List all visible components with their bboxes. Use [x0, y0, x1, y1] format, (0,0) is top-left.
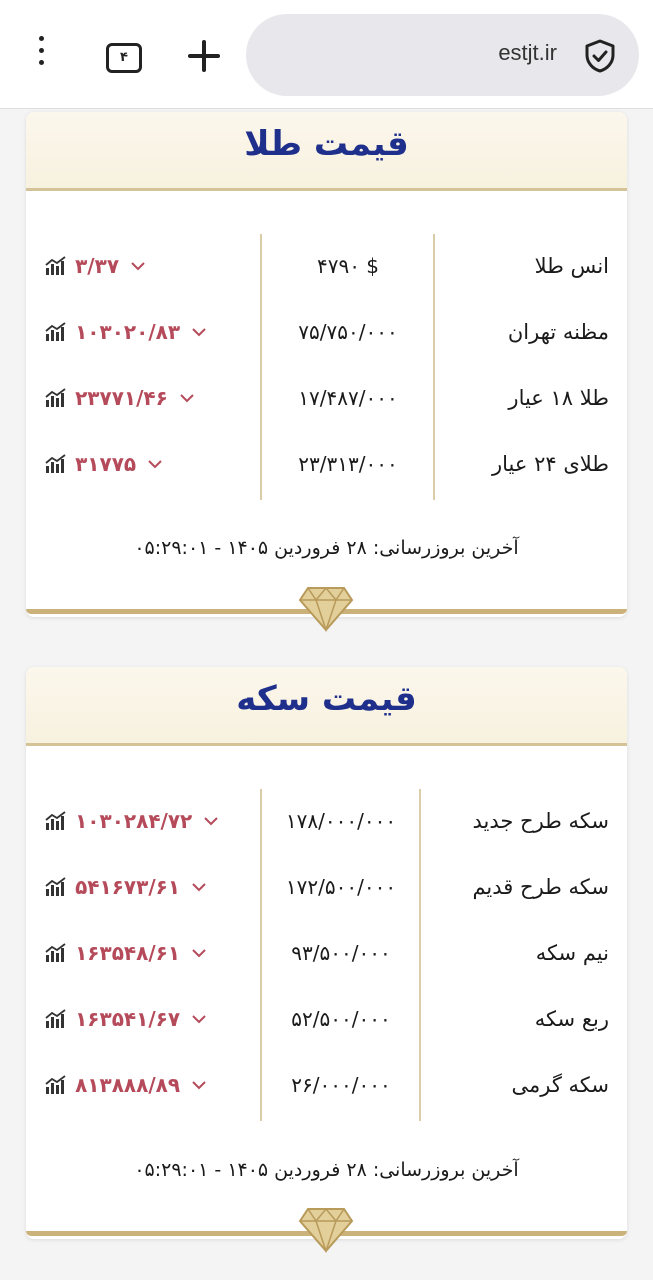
- change-value: ۱۰۳۰۲۸۴/۷۲: [75, 809, 193, 833]
- url-text[interactable]: estjt.ir: [498, 40, 557, 65]
- diamond-icon: [298, 1205, 354, 1253]
- chevron-down-icon: [191, 1013, 207, 1025]
- row-price: ۲۳/۳۱۳/۰۰۰: [298, 452, 398, 476]
- address-bar[interactable]: [246, 14, 639, 96]
- table-row: [26, 446, 627, 486]
- chevron-down-icon: [203, 815, 219, 827]
- table-row: [26, 935, 627, 975]
- shield-check-icon[interactable]: [583, 38, 617, 74]
- gold-card-title: قیمت طلا: [244, 124, 409, 164]
- chevron-down-icon: [191, 881, 207, 893]
- chevron-down-icon: [179, 392, 195, 404]
- row-price: ۲۶/۰۰۰/۰۰۰: [291, 1073, 391, 1097]
- row-price: ۱۷۲/۵۰۰/۰۰۰: [285, 875, 397, 899]
- change-value: ۸۱۳۸۸۸/۸۹: [75, 1073, 181, 1097]
- row-label: انس طلا: [534, 254, 609, 278]
- table-row: [26, 869, 627, 909]
- row-label: سکه گرمی: [511, 1073, 609, 1097]
- chevron-down-icon: [147, 458, 163, 470]
- row-price: ۷۵/۷۵۰/۰۰۰: [298, 320, 398, 344]
- row-label: نیم سکه: [535, 941, 609, 965]
- change-value: ۱۶۳۵۴۸/۶۱: [75, 941, 181, 965]
- chart-icon[interactable]: [44, 811, 68, 831]
- chart-icon[interactable]: [44, 1009, 68, 1029]
- chart-icon[interactable]: [44, 877, 68, 897]
- tab-switcher-button[interactable]: ۴: [106, 43, 142, 73]
- last-update-text: آخرین بروزرسانی: ۲۸ فروردین ۱۴۰۵ - ۰۵:۲۹:۰۱: [134, 1159, 519, 1181]
- table-row: [26, 1001, 627, 1041]
- row-change: [44, 386, 254, 410]
- coin-price-card: [26, 667, 627, 1239]
- row-label: سکه طرح قدیم: [472, 875, 609, 899]
- change-value: ۵۴۱۶۷۳/۶۱: [75, 875, 181, 899]
- row-label: سکه طرح جدید: [472, 809, 609, 833]
- chevron-down-icon: [191, 326, 207, 338]
- chart-icon[interactable]: [44, 1075, 68, 1095]
- row-price: ۱۷۸/۰۰۰/۰۰۰: [285, 809, 397, 833]
- chevron-down-icon: [191, 947, 207, 959]
- row-label: طلا ۱۸ عیار: [508, 386, 609, 410]
- row-label: مظنه تهران: [507, 320, 609, 344]
- table-row: [26, 314, 627, 354]
- diamond-icon: [298, 584, 354, 632]
- row-price: ۵۲/۵۰۰/۰۰۰: [291, 1007, 391, 1031]
- chart-icon[interactable]: [44, 454, 68, 474]
- card-header: [26, 667, 627, 746]
- row-label: ربع سکه: [534, 1007, 609, 1031]
- coin-card-title: قیمت سکه: [236, 679, 417, 719]
- change-value: ۱۶۳۵۴۱/۶۷: [75, 1007, 181, 1031]
- chart-icon[interactable]: [44, 388, 68, 408]
- table-row: [26, 380, 627, 420]
- row-change: [44, 1073, 254, 1097]
- card-header: [26, 112, 627, 191]
- row-price: ۱۷/۴۸۷/۰۰۰: [298, 386, 398, 410]
- change-value: ۳/۳۷: [75, 254, 120, 278]
- gold-price-card: [26, 112, 627, 617]
- row-price: ۴۷۹۰ $: [316, 254, 380, 278]
- table-row: [26, 248, 627, 288]
- chart-icon[interactable]: [44, 256, 68, 276]
- row-change: [44, 452, 254, 476]
- change-value: ۳۱۷۷۵: [75, 452, 137, 476]
- row-change: [44, 941, 254, 965]
- table-row: [26, 803, 627, 843]
- new-tab-icon[interactable]: [186, 38, 222, 74]
- change-value: ۲۳۷۷۱/۴۶: [75, 386, 168, 410]
- last-update-text: آخرین بروزرسانی: ۲۸ فروردین ۱۴۰۵ - ۰۵:۲۹:۰۱: [134, 537, 519, 559]
- table-row: [26, 1067, 627, 1107]
- row-change: [44, 254, 254, 278]
- chart-icon[interactable]: [44, 943, 68, 963]
- row-label: طلای ۲۴ عیار: [491, 452, 609, 476]
- more-options-icon[interactable]: [30, 36, 52, 76]
- change-value: ۱۰۳۰۲۰/۸۳: [75, 320, 181, 344]
- row-price: ۹۳/۵۰۰/۰۰۰: [291, 941, 391, 965]
- chevron-down-icon: [191, 1079, 207, 1091]
- row-change: [44, 320, 254, 344]
- row-change: [44, 809, 254, 833]
- chart-icon[interactable]: [44, 322, 68, 342]
- chevron-down-icon: [130, 260, 146, 272]
- row-change: [44, 1007, 254, 1031]
- browser-toolbar: [0, 0, 653, 109]
- row-change: [44, 875, 254, 899]
